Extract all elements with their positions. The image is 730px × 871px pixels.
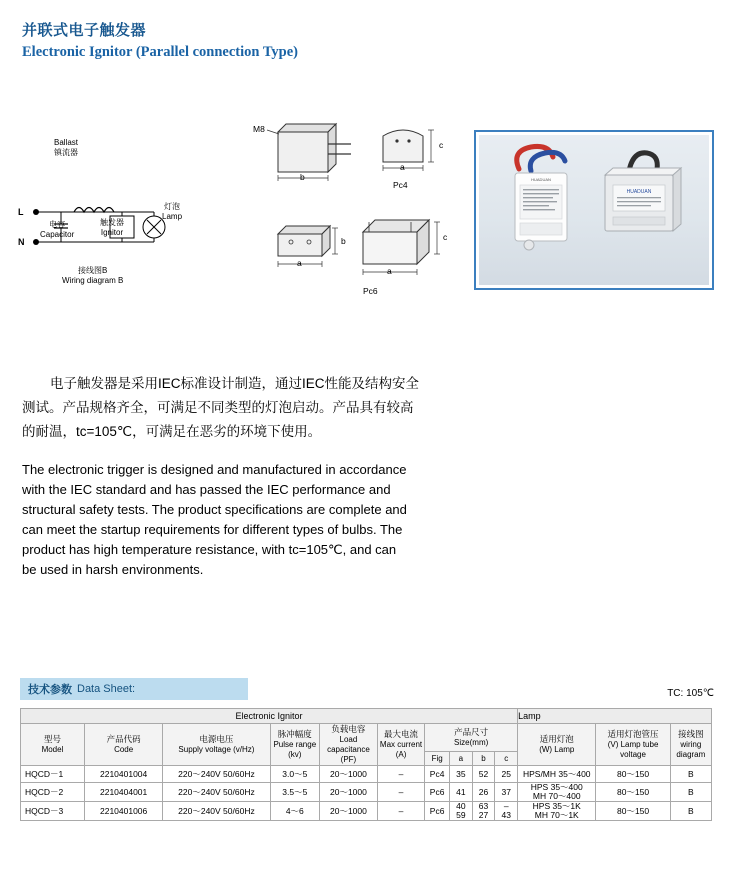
cell-voltage: 80～150 <box>596 802 670 821</box>
cell-code: 2210401004 <box>84 766 162 783</box>
page-title-cn: 并联式电子触发器 <box>22 22 147 39</box>
cell-code: 2210404001 <box>84 783 162 802</box>
label-capacitor: 电容 Capacitor <box>40 220 75 239</box>
label-ballast: Ballast 镇流器 <box>54 138 79 157</box>
cell-wiring: B <box>670 783 711 802</box>
caption-pc4: Pc4 <box>393 180 408 190</box>
header-size-fig: Fig <box>425 752 450 766</box>
label-wiring-diagram: 接线图B Wiring diagram B <box>62 266 124 285</box>
header-model: 型号 Model <box>21 724 85 766</box>
cell-voltage: 80～150 <box>596 766 670 783</box>
cell-supply: 220～240V 50/60Hz <box>163 783 270 802</box>
cell-current: – <box>377 766 424 783</box>
cell-model: HQCD－3 <box>21 802 85 821</box>
table-header-row <box>21 724 712 752</box>
cell-load: 20～1000 <box>320 802 378 821</box>
label-terminal-l: L <box>18 207 24 217</box>
cell-a: 40 59 <box>450 802 473 821</box>
cell-wiring: B <box>670 802 711 821</box>
cell-current: – <box>377 802 424 821</box>
cell-voltage: 80～150 <box>596 783 670 802</box>
product-photo-svg <box>479 135 709 285</box>
header-lamp-voltage: 适用灯泡管压 (V) Lamp tube voltage <box>596 724 670 766</box>
table-row <box>21 802 712 821</box>
table-section-row <box>21 709 712 724</box>
dim-a-pc6-right: a <box>387 266 392 276</box>
header-wiring-diagram: 接线图 wiring diagram <box>670 724 711 766</box>
cell-fig: Pc6 <box>425 802 450 821</box>
cell-c: 37 <box>495 783 518 802</box>
dim-c-pc6-right: c <box>443 232 448 242</box>
cell-fig: Pc4 <box>425 766 450 783</box>
cell-b: 63 27 <box>472 802 495 821</box>
dim-a-pc4: a <box>400 162 405 172</box>
cell-a: 35 <box>450 766 473 783</box>
cell-b: 26 <box>472 783 495 802</box>
header-supply-voltage: 电源电压 Supply voltage (v/Hz) <box>163 724 270 766</box>
cell-load: 20～1000 <box>320 783 378 802</box>
cell-pulse: 3.0～5 <box>270 766 320 783</box>
mechanical-drawings <box>245 116 460 316</box>
header-code: 产品代码 Code <box>84 724 162 766</box>
caption-pc6: Pc6 <box>363 286 378 296</box>
datasheet-tab-cn: 技术参数 <box>28 684 72 696</box>
header-pulse-range: 脉冲幅度 Pulse range (kv) <box>270 724 320 766</box>
cell-code: 2210401006 <box>84 802 162 821</box>
product-photo-frame <box>474 130 714 290</box>
header-size-c: c <box>495 752 518 766</box>
cell-pulse: 4～6 <box>270 802 320 821</box>
page-header <box>22 22 298 62</box>
cell-supply: 220～240V 50/60Hz <box>163 766 270 783</box>
svg-text:HUADUAN: HUADUAN <box>626 189 652 195</box>
page-title-en: Electronic Ignitor (Parallel connection Type) <box>22 44 299 60</box>
cell-pulse: 3.5～5 <box>270 783 320 802</box>
cell-load: 20～1000 <box>320 766 378 783</box>
cell-lamp: HPS 35～1K MH 70～1K <box>518 802 596 821</box>
section-title-electronic-ignitor: Electronic Ignitor <box>21 709 518 724</box>
tc-note: TC: 105℃ <box>667 688 714 699</box>
header-size: 产品尺寸 Size(mm) <box>425 724 518 752</box>
section-title-lamp: Lamp <box>518 709 712 724</box>
header-size-b: b <box>472 752 495 766</box>
header-load-capacitance: 负载电容 Load capacitance (PF) <box>320 724 378 766</box>
dim-b-pc6-left: b <box>341 236 346 246</box>
cell-c: 25 <box>495 766 518 783</box>
cell-b: 52 <box>472 766 495 783</box>
table-row <box>21 766 712 783</box>
svg-text:HUADUAN: HUADUAN <box>531 177 551 182</box>
header-lamp: 适用灯泡 (W) Lamp <box>518 724 596 766</box>
specification-table <box>20 708 712 821</box>
cell-current: – <box>377 783 424 802</box>
dim-a-pc6-left: a <box>297 258 302 268</box>
dim-b-pc4: b <box>300 172 305 182</box>
cell-fig: Pc6 <box>425 783 450 802</box>
product-photo <box>479 135 709 285</box>
datasheet-tab <box>20 678 248 700</box>
cell-model: HQCD－2 <box>21 783 85 802</box>
label-m8: M8 <box>253 124 265 134</box>
wiring-diagram-svg <box>14 120 234 300</box>
description-en: The electronic trigger is designed and manufactured in accordance with the IEC standard and has passed the IEC performance and structural safety tests. The product specifications are complete and can meet the startup requirements for different types of bulbs. The product has high temperature resistance, with tc=105℃, and can be used in harsh environments. <box>22 462 407 577</box>
header-max-current: 最大电流 Max current (A) <box>377 724 424 766</box>
cell-a: 41 <box>450 783 473 802</box>
cell-supply: 220～240V 50/60Hz <box>163 802 270 821</box>
cell-wiring: B <box>670 766 711 783</box>
dim-c-pc4: c <box>439 140 444 150</box>
label-ignitor: 触发器 Ignitor <box>100 218 124 237</box>
cell-c: – 43 <box>495 802 518 821</box>
wiring-diagram <box>14 120 234 300</box>
description-cn: 电子触发器是采用IEC标准设计制造，通过IEC性能及结构安全测试。产品规格齐全，可满足不同类型的灯泡启动。产品具有较高的耐温，tc=105℃，可满足在恶劣的环境下使用。 <box>22 376 420 439</box>
cell-lamp: HPS 35～400 MH 70～400 <box>518 783 596 802</box>
cell-model: HQCD－1 <box>21 766 85 783</box>
label-lamp: 灯泡 Lamp <box>162 202 183 221</box>
mechanical-drawings-svg <box>245 116 460 316</box>
table-row <box>21 783 712 802</box>
diagram-area <box>0 110 730 330</box>
header-size-a: a <box>450 752 473 766</box>
label-terminal-n: N <box>18 237 25 247</box>
datasheet-tab-en: Data Sheet: <box>77 683 136 695</box>
cell-lamp: HPS/MH 35～400 <box>518 766 596 783</box>
